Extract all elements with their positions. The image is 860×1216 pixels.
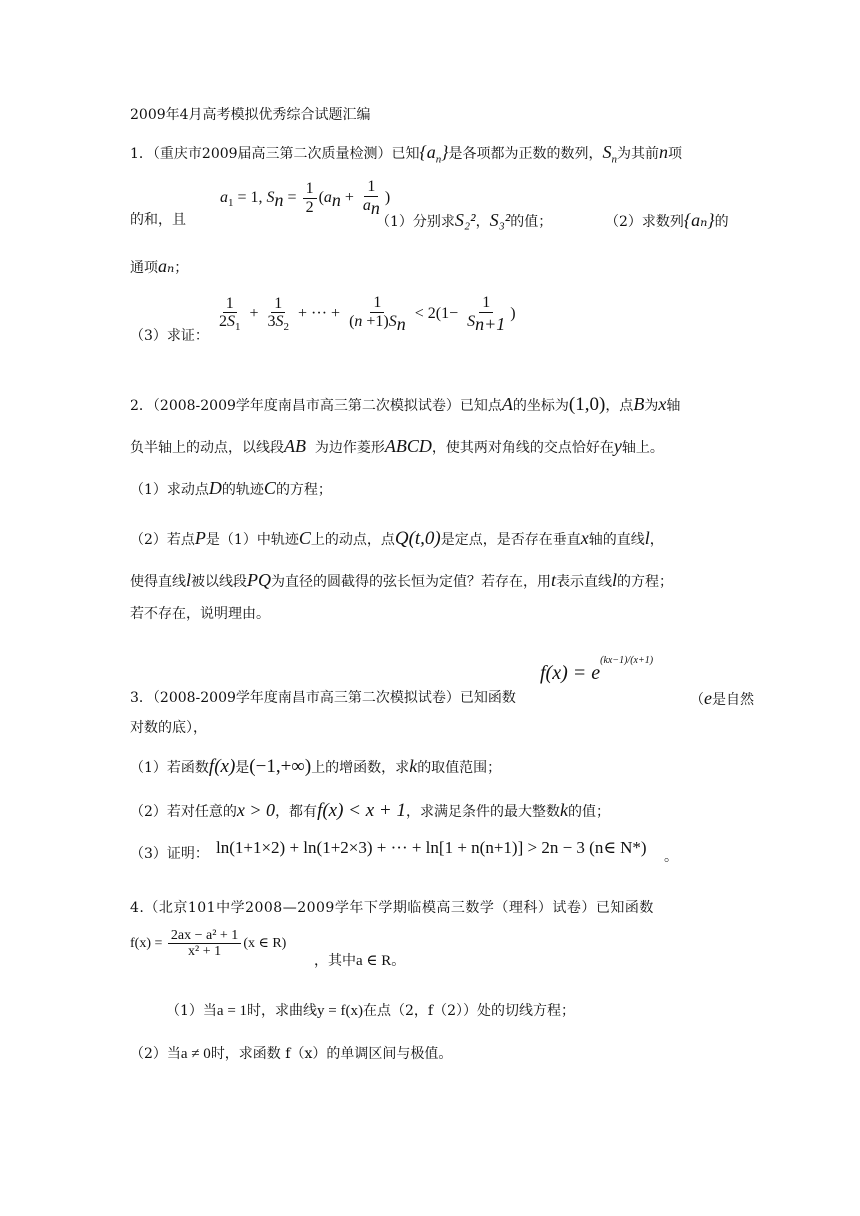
p1-seq: $\{a_n\}$ xyxy=(419,142,449,166)
p3-fxlt: f(x) < x + 1 xyxy=(317,800,407,821)
p4-function-def: f(x) = $\frac{\text{2ax − a² + 1}}{\text{x² + 1}}$ (x ∈ R) xyxy=(130,928,287,960)
p3-question-1: （1）若函数f(x)是(−1,+∞)上的增函数，求k的取值范围； xyxy=(130,756,502,777)
p2-question-2-end: 若不存在，说明理由。 xyxy=(130,606,270,622)
problem-1-line-1 xyxy=(130,142,682,170)
p2-AB: AB xyxy=(284,436,306,456)
p4-line-2-text: ，其中a ∈ R。 xyxy=(314,953,406,969)
p2-x: x xyxy=(658,394,667,414)
p3-function: $f(x) = e^{(kx-1)/(x+1)}$ xyxy=(540,654,654,684)
p2-A: A xyxy=(501,394,513,414)
p1-question-1: （1）分别求S₂²，S₃²的值； xyxy=(376,210,553,230)
p1-question-3: （3）求证： xyxy=(130,328,209,344)
problem-3-line-2: 对数的底）， xyxy=(130,720,207,736)
p2-C: C xyxy=(263,478,276,498)
p2-ABCD: ABCD xyxy=(384,436,432,456)
p1-s2: S₂² xyxy=(454,210,476,230)
p1-text: 1．（重庆市2009届高三第二次质量检测）已知 xyxy=(130,146,420,162)
p3-x0: x > 0 xyxy=(236,800,276,820)
p2-l-3: l xyxy=(612,570,618,590)
p4-question-1: （1）当a = 1时，求曲线y = f(x)在点（2，f（2））处的切线方程； xyxy=(166,1003,575,1019)
p2-question-1: （1）求动点D的轨迹C的方程； xyxy=(130,478,332,498)
p2-coord: (1,0) xyxy=(568,394,606,415)
p3-e: e xyxy=(704,688,712,708)
p1-question-2: （2）求数列{aₙ}的 xyxy=(605,210,729,230)
p3-k-2: k xyxy=(560,800,569,820)
p4-a1: a = 1 xyxy=(216,1003,248,1019)
p2-l: l xyxy=(644,528,650,548)
p1-text: 是各项都为正数的数列， xyxy=(448,146,603,162)
problem-3-line-1: 3．（2008-2009学年度南昌市高三第二次模拟试卷）已知函数 xyxy=(130,690,516,706)
p2-x-2: x xyxy=(580,528,589,548)
p3-fx: f(x) xyxy=(208,756,236,777)
p4-yfx: y = f(x) xyxy=(317,1003,363,1019)
p1-an: aₙ xyxy=(158,256,175,276)
p3-k: k xyxy=(409,756,418,776)
p3-question-3: （3）证明： xyxy=(130,846,209,862)
document-title: 2009年4月高考模拟优秀综合试题汇编 xyxy=(130,107,371,123)
p3-e-note: （e是自然 xyxy=(690,688,754,708)
problem-2-line-1: 2．（2008-2009学年度南昌市高三第二次模拟试卷）已知点A的坐标为(1,0)，点B为x轴 xyxy=(130,394,681,415)
p1-text: 的和，且 xyxy=(130,212,186,228)
p4-a0: a ≠ 0 xyxy=(180,1046,211,1062)
p1-n: n xyxy=(658,142,668,162)
p1-text: 项 xyxy=(667,146,682,162)
p3-ln-inequality: ln(1+1×2) + ln(1+2×3) + ··· + ln[1 + n(n+1)] > 2n − 3 (n∈ N*) xyxy=(216,838,647,857)
p4-aR: a ∈ R xyxy=(356,953,392,969)
problem-1-line-3: 通项aₙ； xyxy=(130,256,189,276)
problem-4-line-1: 4.（北京101中学2008—2009学年下学期临模高三数学（理科）试卷）已知函数 xyxy=(130,900,654,916)
p2-t: t xyxy=(551,570,557,590)
p1-sn: $S_n$ xyxy=(602,142,617,166)
p3-question-2: （2）若对任意的x > 0，都有f(x) < x + 1，求满足条件的最大整数k的值； xyxy=(130,800,611,821)
p2-Q: Q(t,0) xyxy=(394,528,441,549)
p2-PQ: PQ xyxy=(247,570,272,590)
p2-y: y xyxy=(613,436,622,456)
p1-text: 为其前 xyxy=(616,146,659,162)
problem-2-line-2: 负半轴上的动点，以线段AB 为边作菱形ABCD，使其两对角线的交点恰好在y轴上。 xyxy=(130,436,664,456)
p3-interval: (−1,+∞) xyxy=(249,756,312,777)
p1-formula: $a_1 = 1$, $S_n$ = $\frac{1}{2}$ ($a_n$ + $\frac{1}{a_n}$ ) xyxy=(220,178,391,218)
p3-period: 。 xyxy=(664,849,678,865)
p2-l-2: l xyxy=(186,570,192,590)
p2-D: D xyxy=(208,478,222,498)
p2-B: B xyxy=(633,394,645,414)
p2-question-2-cont: 使得直线l被以线段PQ为直径的圆截得的弦长恒为定值？若存在，用t表示直线l的方程； xyxy=(130,570,674,590)
p1-s3: S₃² xyxy=(489,210,511,230)
p1-q2-seq: {aₙ} xyxy=(683,210,715,230)
problem-1-line-2 xyxy=(130,210,186,230)
p2-question-2: （2）若点P是（1）中轨迹C上的动点，点Q(t,0)是定点，是否存在垂直x轴的直线l， xyxy=(130,528,664,549)
p2-C-2: C xyxy=(298,528,311,548)
p2-P: P xyxy=(194,528,206,548)
p1-inequality: $\frac{1}{2S_1}$ + $\frac{1}{3S_2}$ + ··· + $\frac{1}{(n +1)S_n}$ < 2(1− $\frac{1}{S_{n+1}}$ ) xyxy=(219,294,516,334)
p4-question-2: （2）当a ≠ 0时，求函数 f（x）的单调区间与极值。 xyxy=(130,1046,453,1062)
